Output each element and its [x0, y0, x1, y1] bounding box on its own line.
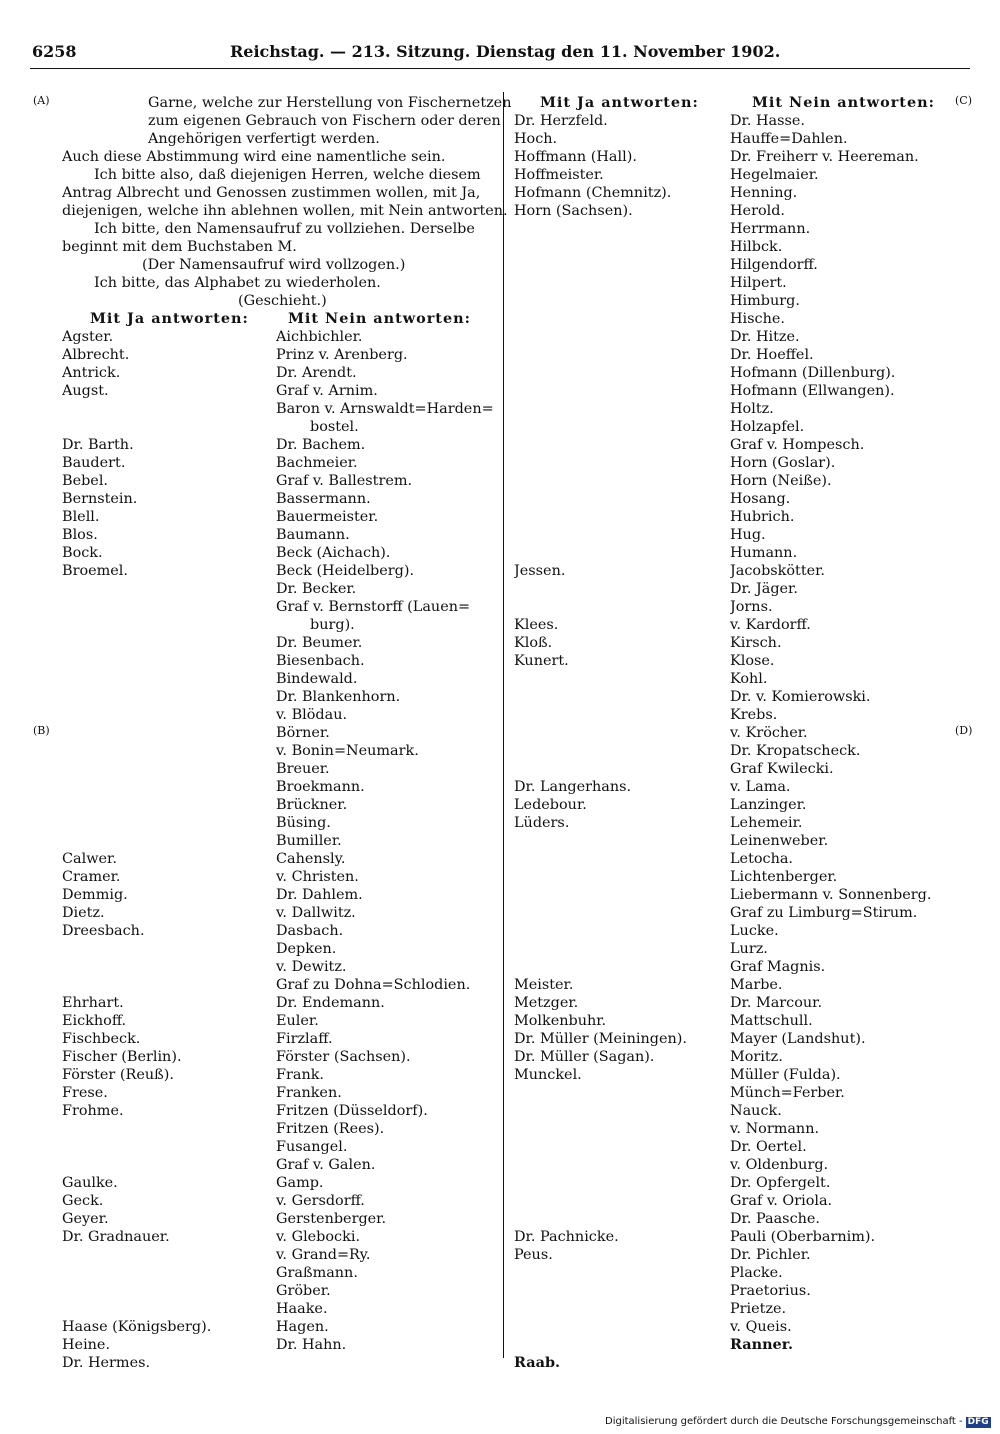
- right-ja-name: Dr. Pachnicke.: [514, 1229, 619, 1245]
- left-nein-name: Dasbach.: [276, 923, 344, 939]
- right-ja-name: Dr. Herzfeld.: [514, 113, 608, 129]
- right-nein-name: Nauck.: [730, 1103, 782, 1119]
- right-nein-name: Hilgendorff.: [730, 257, 818, 273]
- right-nein-name: Horn (Neiße).: [730, 473, 832, 489]
- left-nein-name: Haake.: [276, 1301, 328, 1317]
- right-ja-name: Jessen.: [514, 563, 566, 579]
- right-nein-name: Holtz.: [730, 401, 774, 417]
- footer-text: Digitalisierung gefördert durch die Deutsche Forschungsgemeinschaft -: [605, 1416, 963, 1427]
- right-nein-name: Hegelmaier.: [730, 167, 819, 183]
- right-nein-name: Placke.: [730, 1265, 783, 1281]
- right-nein-name: Lucke.: [730, 923, 779, 939]
- intro-line: beginnt mit dem Buchstaben M.: [62, 239, 297, 255]
- right-nein-name: Humann.: [730, 545, 798, 561]
- left-nein-name: Fritzen (Düsseldorf).: [276, 1103, 428, 1119]
- left-nein-name: Aichbichler.: [276, 329, 363, 345]
- left-nein-name: Büsing.: [276, 815, 331, 831]
- left-nein-name: v. Bonin=Neumark.: [276, 743, 419, 759]
- right-ja-name: Hoffmeister.: [514, 167, 604, 183]
- footer-credit: [605, 1416, 991, 1428]
- right-nein-name: Dr. Pichler.: [730, 1247, 811, 1263]
- right-nein-name: Graf zu Limburg=Stirum.: [730, 905, 918, 921]
- left-ja-name: Blos.: [62, 527, 98, 543]
- left-nein-name: Depken.: [276, 941, 337, 957]
- left-nein-name: Prinz v. Arenberg.: [276, 347, 408, 363]
- left-ja-name: Bernstein.: [62, 491, 138, 507]
- intro-line: Auch diese Abstimmung wird eine namentliche sein.: [62, 149, 446, 165]
- right-nein-name: Dr. Opfergelt.: [730, 1175, 831, 1191]
- margin-marker-d: (D): [955, 724, 973, 737]
- left-nein-name: Graßmann.: [276, 1265, 358, 1281]
- left-nein-name: Dr. Arendt.: [276, 365, 357, 381]
- right-nein-name: v. Lama.: [730, 779, 791, 795]
- right-nein-name: Hische.: [730, 311, 785, 327]
- page-number: 6258: [32, 42, 77, 61]
- left-nein-name: v. Blödau.: [276, 707, 348, 723]
- intro-line: (Geschieht.): [238, 293, 327, 309]
- left-nein-name: Bassermann.: [276, 491, 371, 507]
- left-nein-name: Dr. Endemann.: [276, 995, 385, 1011]
- left-nein-name: v. Grand=Ry.: [276, 1247, 371, 1263]
- right-ja-name: Metzger.: [514, 995, 579, 1011]
- right-nein-name: Lichtenberger.: [730, 869, 838, 885]
- left-nein-name: Graf v. Galen.: [276, 1157, 376, 1173]
- left-nein-name: Bumiller.: [276, 833, 342, 849]
- right-nein-name: Dr. Hasse.: [730, 113, 805, 129]
- right-ja-name: Dr. Langerhans.: [514, 779, 632, 795]
- right-nein-name: Jacobskötter.: [730, 563, 826, 579]
- page-title: Reichstag. — 213. Sitzung. Dienstag den 11. November 1902.: [230, 42, 781, 61]
- left-nein-name: Biesenbach.: [276, 653, 365, 669]
- left-nein-name: Breuer.: [276, 761, 330, 777]
- intro-line: (Der Namensaufruf wird vollzogen.): [142, 257, 406, 273]
- left-nein-name: Baron v. Arnswaldt=Harden=: [276, 401, 494, 417]
- left-ja-name: Albrecht.: [62, 347, 130, 363]
- right-nein-name: Herold.: [730, 203, 785, 219]
- left-nein-name: Gamp.: [276, 1175, 324, 1191]
- right-nein-name: Hosang.: [730, 491, 791, 507]
- right-nein-name: v. Kardorff.: [730, 617, 811, 633]
- right-ja-name: Ledebour.: [514, 797, 587, 813]
- left-nein-name: Dr. Dahlem.: [276, 887, 363, 903]
- right-ja-name: Molkenbuhr.: [514, 1013, 607, 1029]
- right-nein-name: Hofmann (Dillenburg).: [730, 365, 896, 381]
- right-ja-header: Mit Ja antworten:: [540, 94, 699, 111]
- right-nein-name: Lehemeir.: [730, 815, 803, 831]
- right-ja-name: Dr. Müller (Sagan).: [514, 1049, 655, 1065]
- left-ja-name: Haase (Königsberg).: [62, 1319, 212, 1335]
- right-nein-name: Lanzinger.: [730, 797, 807, 813]
- header-rule: [30, 68, 970, 69]
- left-nein-name: Graf v. Bernstorff (Lauen=: [276, 599, 471, 615]
- left-ja-name: Heine.: [62, 1337, 111, 1353]
- right-ja-name: Meister.: [514, 977, 574, 993]
- left-nein-name: Beck (Aichach).: [276, 545, 391, 561]
- right-nein-name: Marbe.: [730, 977, 783, 993]
- margin-marker-a: (A): [33, 94, 50, 107]
- right-ja-name: Kloß.: [514, 635, 553, 651]
- intro-line: Ich bitte also, daß diejenigen Herren, welche diesem: [94, 167, 481, 183]
- right-nein-name: Mayer (Landshut).: [730, 1031, 866, 1047]
- right-ja-name: Raab.: [514, 1354, 561, 1371]
- right-nein-name: v. Normann.: [730, 1121, 820, 1137]
- intro-line: diejenigen, welche ihn ablehnen wollen, mit Nein antworten.: [62, 203, 508, 219]
- left-nein-name: Dr. Blankenhorn.: [276, 689, 401, 705]
- left-ja-name: Agster.: [62, 329, 114, 345]
- right-ja-name: Klees.: [514, 617, 559, 633]
- right-nein-name: Dr. Hoeffel.: [730, 347, 814, 363]
- right-nein-name: Herrmann.: [730, 221, 811, 237]
- left-nein-name: Bindewald.: [276, 671, 358, 687]
- intro-line: Ich bitte, den Namensaufruf zu vollziehen. Derselbe: [94, 221, 475, 237]
- left-nein-name: Cahensly.: [276, 851, 346, 867]
- right-nein-name: Dr. Paasche.: [730, 1211, 820, 1227]
- left-ja-header: Mit Ja antworten:: [90, 310, 249, 327]
- right-nein-name: Dr. Marcour.: [730, 995, 823, 1011]
- left-ja-name: Blell.: [62, 509, 100, 525]
- left-nein-name: Graf v. Ballestrem.: [276, 473, 413, 489]
- right-nein-name: Klose.: [730, 653, 775, 669]
- right-nein-name: Graf v. Oriola.: [730, 1193, 833, 1209]
- left-ja-name: Antrick.: [62, 365, 121, 381]
- right-nein-name: Hauffe=Dahlen.: [730, 131, 848, 147]
- left-nein-name: Börner.: [276, 725, 330, 741]
- right-nein-name: Ranner.: [730, 1336, 793, 1353]
- right-nein-name: Hilpert.: [730, 275, 787, 291]
- left-nein-name: v. Glebocki.: [276, 1229, 361, 1245]
- right-nein-header: Mit Nein antworten:: [752, 94, 935, 111]
- right-nein-name: v. Queis.: [730, 1319, 792, 1335]
- left-ja-name: Broemel.: [62, 563, 128, 579]
- right-ja-name: Dr. Müller (Meiningen).: [514, 1031, 687, 1047]
- left-nein-name: bostel.: [310, 419, 359, 435]
- left-nein-name: Bauermeister.: [276, 509, 379, 525]
- dfg-logo: DFG: [967, 1417, 989, 1427]
- right-nein-name: Lurz.: [730, 941, 768, 957]
- left-ja-name: Dreesbach.: [62, 923, 145, 939]
- right-nein-name: Krebs.: [730, 707, 778, 723]
- column-divider: [503, 92, 504, 1358]
- left-nein-name: Fusangel.: [276, 1139, 348, 1155]
- left-ja-name: Fischbeck.: [62, 1031, 141, 1047]
- right-nein-name: Holzapfel.: [730, 419, 805, 435]
- left-nein-name: v. Dallwitz.: [276, 905, 356, 921]
- left-ja-name: Ehrhart.: [62, 995, 124, 1011]
- right-nein-name: Müller (Fulda).: [730, 1067, 841, 1083]
- left-ja-name: Bock.: [62, 545, 103, 561]
- left-ja-name: Dr. Hermes.: [62, 1355, 151, 1371]
- left-nein-name: Hagen.: [276, 1319, 329, 1335]
- left-ja-name: Geyer.: [62, 1211, 109, 1227]
- left-ja-name: Cramer.: [62, 869, 121, 885]
- left-ja-name: Dr. Barth.: [62, 437, 134, 453]
- intro-line: Garne, welche zur Herstellung von Fischernetzen: [148, 95, 512, 111]
- right-nein-name: Letocha.: [730, 851, 794, 867]
- left-nein-name: Baumann.: [276, 527, 350, 543]
- left-nein-name: Graf zu Dohna=Schlodien.: [276, 977, 471, 993]
- left-nein-name: burg).: [310, 617, 355, 633]
- left-ja-name: Eickhoff.: [62, 1013, 127, 1029]
- right-ja-name: Kunert.: [514, 653, 569, 669]
- left-ja-name: Dietz.: [62, 905, 105, 921]
- left-nein-name: Brückner.: [276, 797, 348, 813]
- right-nein-name: Himburg.: [730, 293, 800, 309]
- right-nein-name: Horn (Goslar).: [730, 455, 836, 471]
- left-nein-name: Broekmann.: [276, 779, 365, 795]
- right-nein-name: Liebermann v. Sonnenberg.: [730, 887, 932, 903]
- left-nein-name: Gerstenberger.: [276, 1211, 387, 1227]
- right-nein-name: Dr. v. Komierowski.: [730, 689, 871, 705]
- left-nein-name: Dr. Beumer.: [276, 635, 363, 651]
- intro-line: Angehörigen verfertigt werden.: [148, 131, 380, 147]
- right-nein-name: Jorns.: [730, 599, 773, 615]
- right-nein-name: Leinenweber.: [730, 833, 829, 849]
- left-ja-name: Dr. Gradnauer.: [62, 1229, 170, 1245]
- right-ja-name: Horn (Sachsen).: [514, 203, 633, 219]
- left-nein-name: Fritzen (Rees).: [276, 1121, 385, 1137]
- right-nein-name: Dr. Freiherr v. Heereman.: [730, 149, 919, 165]
- left-ja-name: Calwer.: [62, 851, 117, 867]
- right-ja-name: Hoffmann (Hall).: [514, 149, 637, 165]
- margin-marker-c: (C): [955, 94, 972, 107]
- left-nein-name: Dr. Becker.: [276, 581, 357, 597]
- right-nein-name: Kirsch.: [730, 635, 782, 651]
- left-ja-name: Förster (Reuß).: [62, 1067, 174, 1083]
- right-nein-name: Kohl.: [730, 671, 768, 687]
- margin-marker-b: (B): [33, 724, 50, 737]
- right-nein-name: Graf Magnis.: [730, 959, 826, 975]
- right-ja-name: Lüders.: [514, 815, 570, 831]
- right-nein-name: Hug.: [730, 527, 766, 543]
- right-ja-name: Peus.: [514, 1247, 553, 1263]
- right-nein-name: Hilbck.: [730, 239, 783, 255]
- left-nein-name: Bachmeier.: [276, 455, 358, 471]
- left-nein-header: Mit Nein antworten:: [288, 310, 471, 327]
- right-ja-name: Hoch.: [514, 131, 558, 147]
- right-nein-name: Prietze.: [730, 1301, 787, 1317]
- right-nein-name: Dr. Hitze.: [730, 329, 800, 345]
- right-nein-name: Hubrich.: [730, 509, 795, 525]
- left-ja-name: Augst.: [62, 383, 109, 399]
- right-nein-name: Pauli (Oberbarnim).: [730, 1229, 876, 1245]
- left-ja-name: Frohme.: [62, 1103, 124, 1119]
- right-nein-name: Praetorius.: [730, 1283, 811, 1299]
- right-nein-name: Graf v. Hompesch.: [730, 437, 865, 453]
- right-nein-name: Hofmann (Ellwangen).: [730, 383, 895, 399]
- right-nein-name: Dr. Jäger.: [730, 581, 798, 597]
- left-nein-name: v. Gersdorff.: [276, 1193, 365, 1209]
- left-nein-name: Euler.: [276, 1013, 319, 1029]
- left-ja-name: Gaulke.: [62, 1175, 118, 1191]
- left-nein-name: Franken.: [276, 1085, 342, 1101]
- left-ja-name: Demmig.: [62, 887, 128, 903]
- intro-line: Ich bitte, das Alphabet zu wiederholen.: [94, 275, 381, 291]
- intro-line: zum eigenen Gebrauch von Fischern oder deren: [148, 113, 501, 129]
- left-nein-name: Graf v. Arnim.: [276, 383, 378, 399]
- left-ja-name: Frese.: [62, 1085, 108, 1101]
- left-nein-name: Dr. Bachem.: [276, 437, 366, 453]
- left-nein-name: Beck (Heidelberg).: [276, 563, 415, 579]
- right-ja-name: Hofmann (Chemnitz).: [514, 185, 672, 201]
- right-nein-name: Graf Kwilecki.: [730, 761, 834, 777]
- right-nein-name: Mattschull.: [730, 1013, 813, 1029]
- left-nein-name: Firzlaff.: [276, 1031, 333, 1047]
- right-nein-name: Moritz.: [730, 1049, 783, 1065]
- right-ja-name: Munckel.: [514, 1067, 582, 1083]
- left-nein-name: Frank.: [276, 1067, 325, 1083]
- intro-line: Antrag Albrecht und Genossen zustimmen wollen, mit Ja,: [62, 185, 481, 201]
- left-nein-name: v. Dewitz.: [276, 959, 347, 975]
- right-nein-name: Dr. Oertel.: [730, 1139, 807, 1155]
- left-nein-name: Gröber.: [276, 1283, 331, 1299]
- right-nein-name: Münch=Ferber.: [730, 1085, 845, 1101]
- right-nein-name: Henning.: [730, 185, 798, 201]
- left-ja-name: Baudert.: [62, 455, 126, 471]
- left-ja-name: Fischer (Berlin).: [62, 1049, 182, 1065]
- right-nein-name: v. Kröcher.: [730, 725, 808, 741]
- right-nein-name: v. Oldenburg.: [730, 1157, 829, 1173]
- left-nein-name: v. Christen.: [276, 869, 359, 885]
- left-nein-name: Dr. Hahn.: [276, 1337, 347, 1353]
- left-nein-name: Förster (Sachsen).: [276, 1049, 411, 1065]
- left-ja-name: Geck.: [62, 1193, 104, 1209]
- left-ja-name: Bebel.: [62, 473, 108, 489]
- right-nein-name: Dr. Kropatscheck.: [730, 743, 861, 759]
